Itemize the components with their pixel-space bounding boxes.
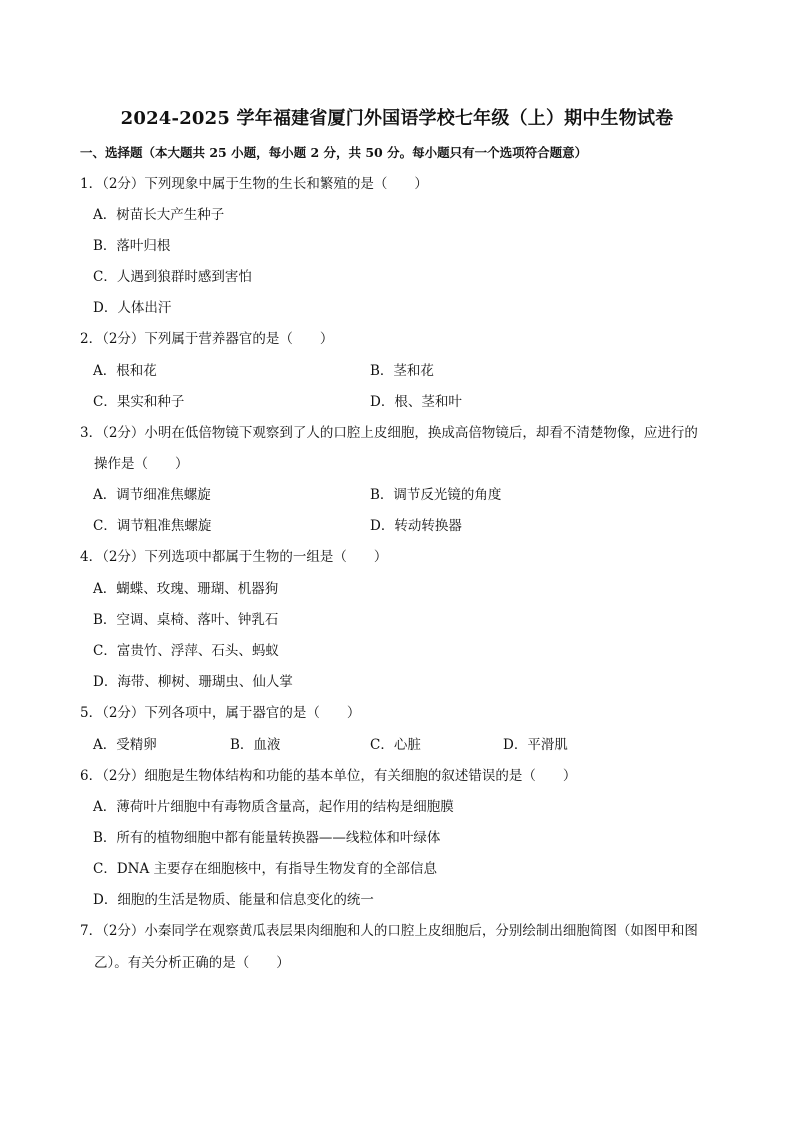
question-1-stem: 1．（2分）下列现象中属于生物的生长和繁殖的是（ ） xyxy=(80,176,428,192)
question-4-option-d: D．海带、柳树、珊瑚虫、仙人掌 xyxy=(93,674,293,690)
question-6-option-d: D．细胞的生活是物质、能量和信息变化的统一 xyxy=(93,892,374,908)
section-heading: 一、选择题（本大题共 25 小题，每小题 2 分，共 50 分。每小题只有一个选项符合题意） xyxy=(80,145,588,160)
question-6-option-a: A．薄荷叶片细胞中有毒物质含量高，起作用的结构是细胞膜 xyxy=(93,799,454,815)
question-4-option-b: B．空调、桌椅、落叶、钟乳石 xyxy=(93,612,279,628)
question-6-stem: 6．（2分）细胞是生物体结构和功能的基本单位，有关细胞的叙述错误的是（ ） xyxy=(80,768,577,784)
question-3-stem: 3．（2分）小明在低倍物镜下观察到了人的口腔上皮细胞，换成高倍物镜后，却看不清楚物像，应进行的 xyxy=(80,425,698,441)
question-3-option-a: A．调节细准焦螺旋 xyxy=(93,487,211,503)
question-5-option-c: C．心脏 xyxy=(370,737,421,753)
question-7-stem-continued: 乙）。有关分析正确的是（ ） xyxy=(94,955,290,971)
question-7-stem: 7．（2分）小秦同学在观察黄瓜表层果肉细胞和人的口腔上皮细胞后，分别绘制出细胞简图（如图甲和图 xyxy=(80,923,698,939)
question-1-option-b: B．落叶归根 xyxy=(93,238,171,254)
question-6-option-c: C．DNA 主要存在细胞核中，有指导生物发育的全部信息 xyxy=(93,861,438,877)
question-3-option-c: C．调节粗准焦螺旋 xyxy=(93,518,212,534)
question-2-stem: 2．（2分）下列属于营养器官的是（ ） xyxy=(80,331,334,347)
question-2-option-c: C．果实和种子 xyxy=(93,394,185,410)
question-1-option-d: D．人体出汗 xyxy=(93,300,172,316)
question-6-option-b: B．所有的植物细胞中都有能量转换器——线粒体和叶绿体 xyxy=(93,830,441,846)
question-1-option-a: A．树苗长大产生种子 xyxy=(93,207,225,223)
question-5-option-a: A．受精卵 xyxy=(93,737,157,753)
question-4-option-c: C．富贵竹、浮萍、石头、蚂蚁 xyxy=(93,643,279,659)
question-4-option-a: A．蝴蝶、玫瑰、珊瑚、机器狗 xyxy=(93,581,279,597)
question-3-option-b: B．调节反光镜的角度 xyxy=(370,487,502,503)
page-title: 2024-2025 学年福建省厦门外国语学校七年级（上）期中生物试卷 xyxy=(120,108,674,129)
question-1-option-c: C．人遇到狼群时感到害怕 xyxy=(93,269,252,285)
question-5-option-d: D．平滑肌 xyxy=(503,737,568,753)
question-2-option-b: B．茎和花 xyxy=(370,363,434,379)
question-3-stem-continued: 操作是（ ） xyxy=(94,456,189,472)
question-3-option-d: D．转动转换器 xyxy=(370,518,462,534)
question-5-stem: 5．（2分）下列各项中，属于器官的是（ ） xyxy=(80,705,361,721)
question-4-stem: 4．（2分）下列选项中都属于生物的一组是（ ） xyxy=(80,549,388,565)
question-2-option-a: A．根和花 xyxy=(93,363,157,379)
question-2-option-d: D．根、茎和叶 xyxy=(370,394,462,410)
question-5-option-b: B．血液 xyxy=(230,737,281,753)
